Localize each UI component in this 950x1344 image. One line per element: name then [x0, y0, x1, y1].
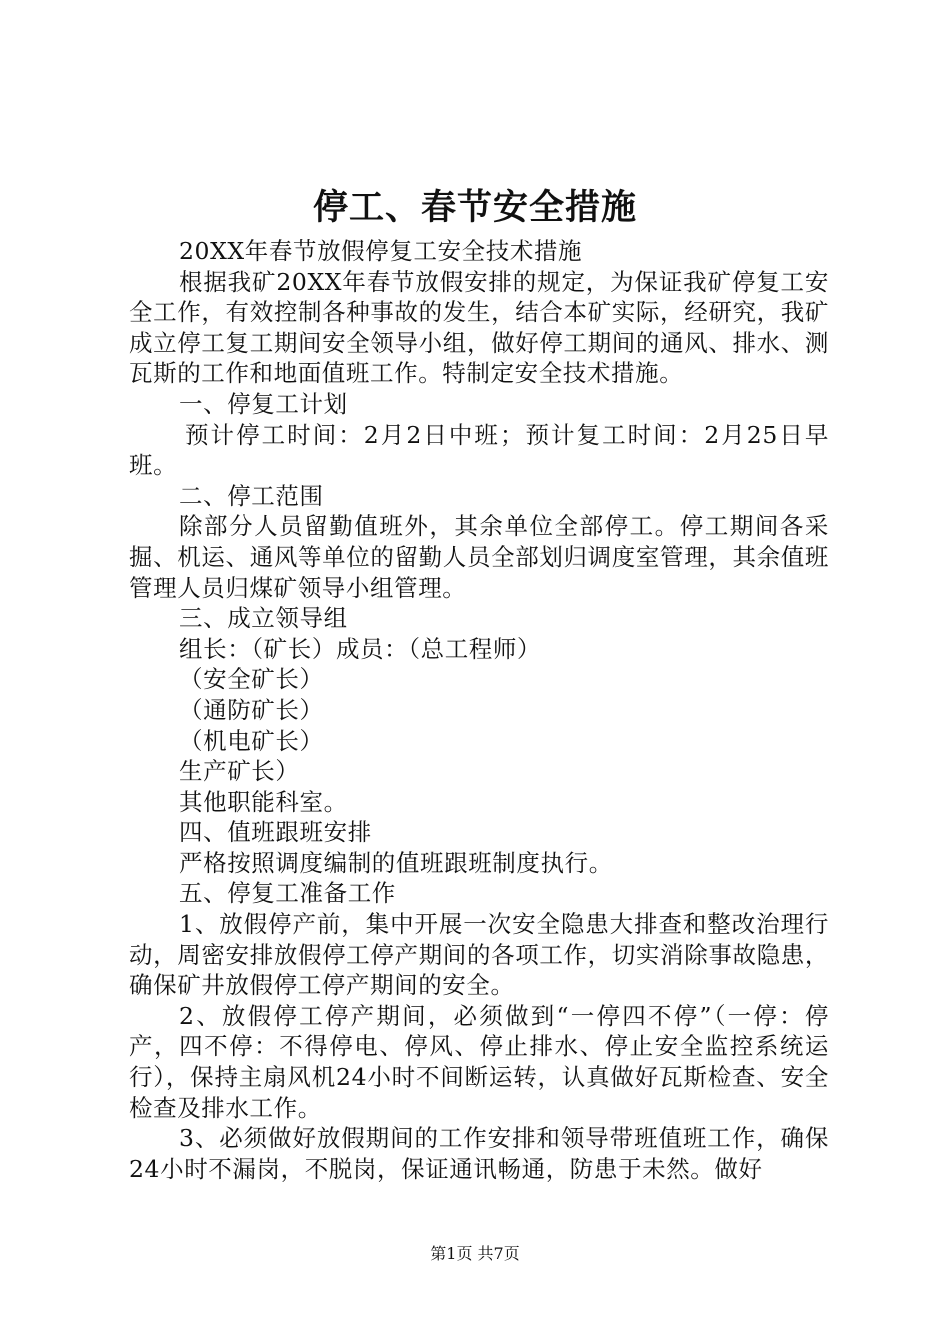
- document-body: [129, 236, 829, 1184]
- member-line-ventilation: （通防矿长）: [179, 695, 324, 724]
- document-title: 停工、春节安全措施: [312, 187, 637, 228]
- prep-item-2: 2、放假停工停产期间，必须做到“一停四不停”（一停：停产，四不停：不得停电、停风、停止排水、停止安全监控系统运行），保持主扇风机24小时不间断运转，认真做好瓦斯检查、安全检查及排水工作。: [129, 1001, 829, 1122]
- subtitle-paragraph: 20XX年春节放假停复工安全技术措施: [179, 237, 583, 265]
- page-footer: 第1页 共7页: [430, 1244, 520, 1263]
- schedule-paragraph: 预计停工时间：2月2日中班；预计复工时间：2月25日早班。: [129, 420, 829, 480]
- member-line-safety: （安全矿长）: [179, 665, 324, 694]
- prep-item-1: 1、放假停产前，集中开展一次安全隐患大排查和整改治理行动，周密安排放假停工停产期间的各项工作，切实消除事故隐患，确保矿井放假停工停产期间的安全。: [129, 910, 829, 1000]
- member-line-other: 其他职能科室。: [179, 787, 348, 816]
- member-line-production: 生产矿长）: [179, 757, 300, 786]
- scope-paragraph: 除部分人员留勤值班外，其余单位全部停工。停工期间各采掘、机运、通风等单位的留勤人员全部划归调度室管理，其余值班管理人员归煤矿领导小组管理。: [129, 512, 829, 602]
- section-heading-2: 二、停工范围: [179, 481, 324, 510]
- section-heading-4: 四、值班跟班安排: [179, 818, 372, 847]
- intro-paragraph: 根据我矿20XX年春节放假安排的规定，为保证我矿停复工安全工作，有效控制各种事故的发生，结合本矿实际，经研究，我矿成立停工复工期间安全领导小组，做好停工期间的通风、排水、测瓦斯的工作和地面值班工作。特制定安全技术措施。: [129, 267, 829, 388]
- member-line-electromechanical: （机电矿长）: [179, 726, 324, 755]
- leader-line: 组长：（矿长）成员：（总工程师）: [179, 634, 542, 663]
- section-heading-1: 一、停复工计划: [179, 389, 348, 418]
- prep-item-3: 3、必须做好放假期间的工作安排和领导带班值班工作，确保24小时不漏岗，不脱岗，保证通讯畅通，防患于未然。做好: [129, 1124, 829, 1183]
- duty-paragraph: 严格按照调度编制的值班跟班制度执行。: [179, 848, 613, 877]
- section-heading-5: 五、停复工准备工作: [179, 879, 396, 908]
- section-heading-3: 三、成立领导组: [179, 604, 348, 633]
